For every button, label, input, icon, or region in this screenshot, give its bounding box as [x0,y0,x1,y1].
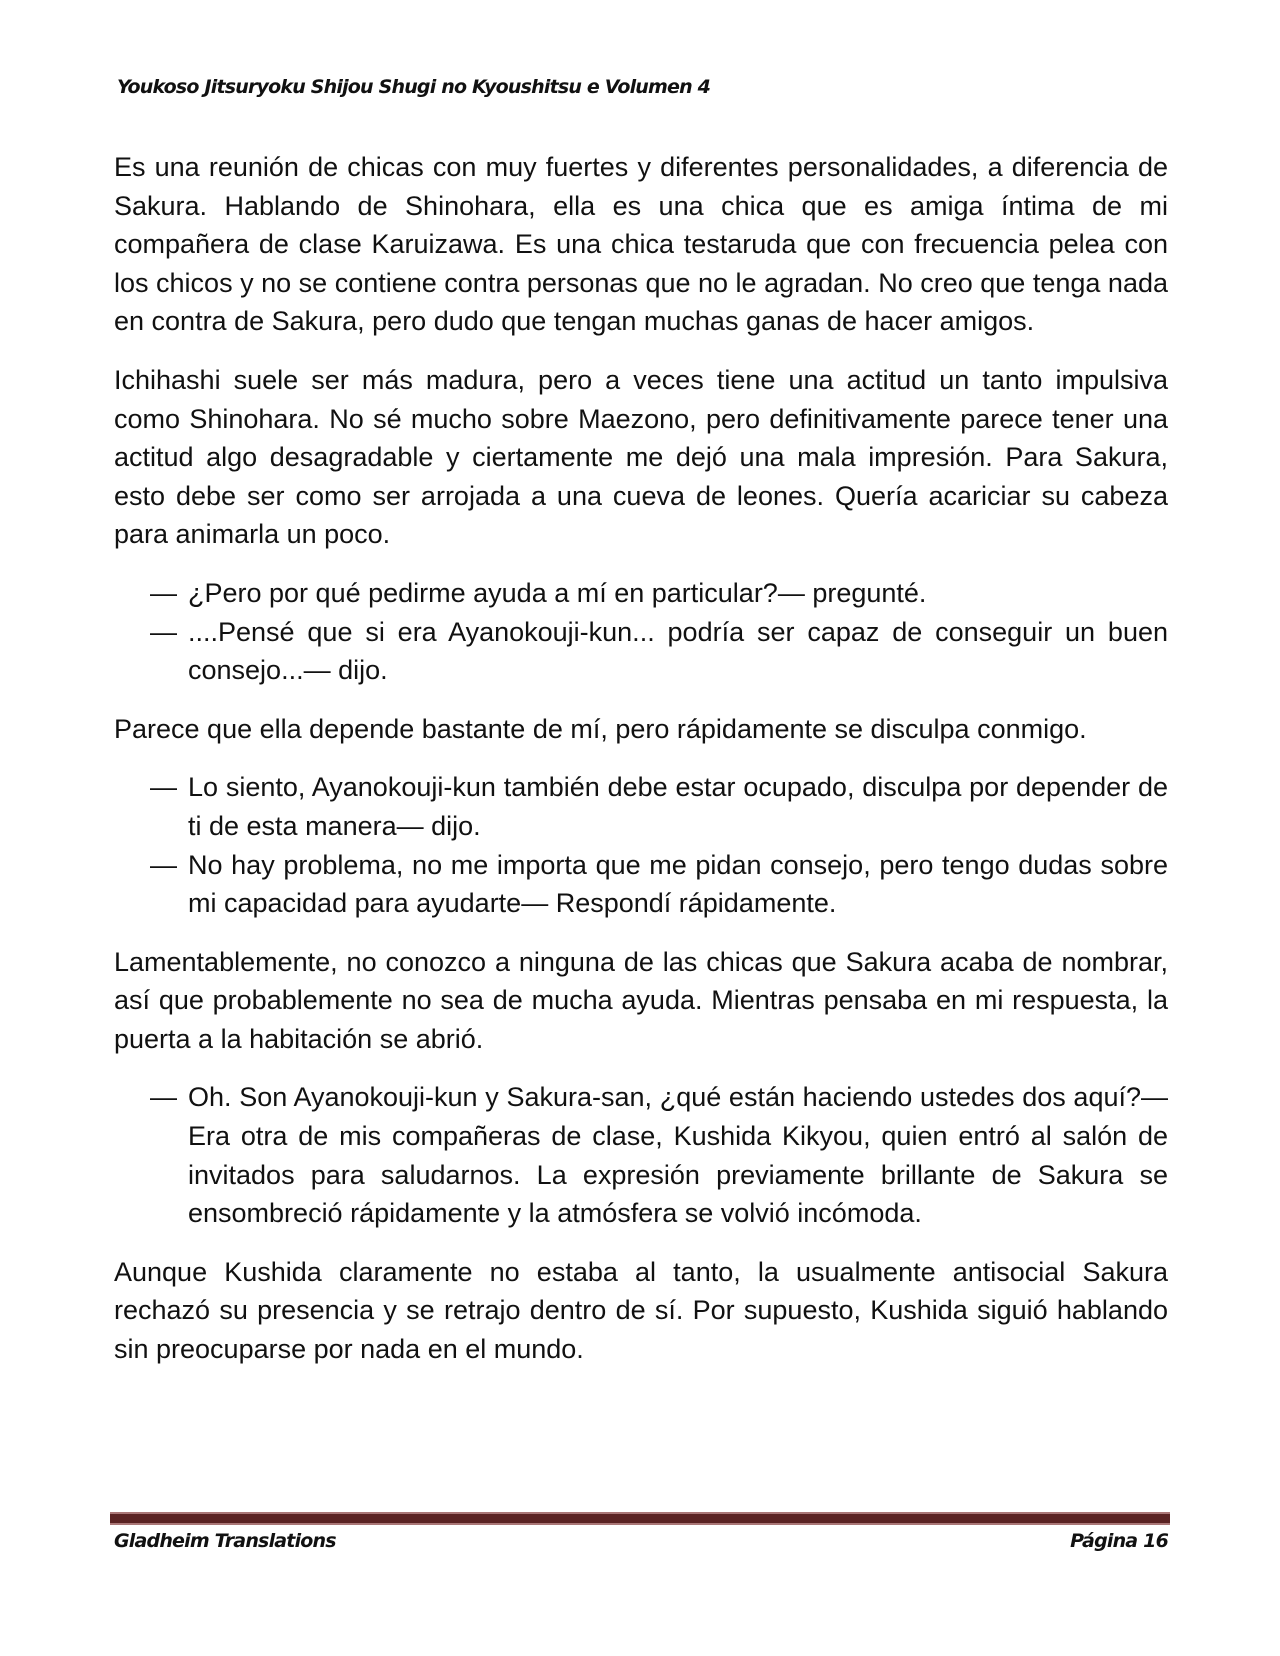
dash: — [150,849,177,880]
dialogue-line [114,613,1168,690]
dash: — [150,577,177,608]
paragraph: Ichihashi suele ser más madura, pero a veces tiene una actitud un tanto impulsiva como Shinohara. No sé mucho sobre Maezono, pero definitivamente parece tener una actitud algo desagradable y ciertamente me dejó una mala impresión. Para Sakura, esto debe ser como ser arrojada a una cueva de leones. Quería acariciar su cabeza para animarla un poco. [114,364,1168,550]
dash: — [150,772,177,803]
running-header: Youkoso Jitsuryoku Shijou Shugi no Kyoushitsu e Volumen 4 [117,76,711,98]
dialogue-text: Oh. Son Ayanokouji-kun y Sakura-san, ¿qué están haciendo ustedes dos aquí?— Era otra de mis compañeras de clase, Kushida Kikyou, quien entró al salón de invitados para saludarnos. La expresión previamente brillante de Sakura se ensombreció rápidamente y la atmósfera se volvió incómoda. [188,1082,1168,1229]
dialogue-line [114,768,1168,845]
dialogue-line [114,846,1168,923]
paragraph: Parece que ella depende bastante de mí, pero rápidamente se disculpa conmigo. [114,713,1087,744]
dialogue-block [114,574,1168,690]
dialogue-line [114,574,1168,613]
dialogue-block [114,1078,1168,1232]
dash: — [150,616,177,647]
dash: — [150,1082,177,1113]
dialogue-text: ¿Pero por qué pedirme ayuda a mí en particular?— pregunté. [188,577,927,608]
footer-rule [110,1512,1170,1525]
dialogue-line [114,1078,1168,1232]
footer-page-number: Página 16 [1070,1530,1168,1552]
paragraph: Lamentablemente, no conozco a ninguna de las chicas que Sakura acaba de nombrar, así que probablemente no sea de mucha ayuda. Mientras pensaba en mi respuesta, la puerta a la habitación se abrió. [114,946,1168,1054]
dialogue-text: No hay problema, no me importa que me pidan consejo, pero tengo dudas sobre mi capacidad para ayudarte— Respondí rápidamente. [188,849,1168,919]
page-body [114,148,1168,1389]
dialogue-text: ....Pensé que si era Ayanokouji-kun... podría ser capaz de conseguir un buen consejo...— dijo. [188,616,1168,686]
footer-translator: Gladheim Translations [114,1530,336,1552]
paragraph: Es una reunión de chicas con muy fuertes y diferentes personalidades, a diferencia de Sakura. Hablando de Shinohara, ella es una chica que es amiga íntima de mi compañera de clase Karuizawa. Es una chica testaruda que con frecuencia pelea con los chicos y no se contiene contra personas que no le agradan. No creo que tenga nada en contra de Sakura, pero dudo que tengan muchas ganas de hacer amigos. [114,152,1168,337]
paragraph: Aunque Kushida claramente no estaba al tanto, la usualmente antisocial Sakura rechazó su presencia y se retrajo dentro de sí. Por supuesto, Kushida siguió hablando sin preocuparse por nada en el mundo. [114,1256,1168,1365]
dialogue-block [114,768,1168,922]
dialogue-text: Lo siento, Ayanokouji-kun también debe estar ocupado, disculpa por depender de ti de esta manera— dijo. [188,772,1168,841]
